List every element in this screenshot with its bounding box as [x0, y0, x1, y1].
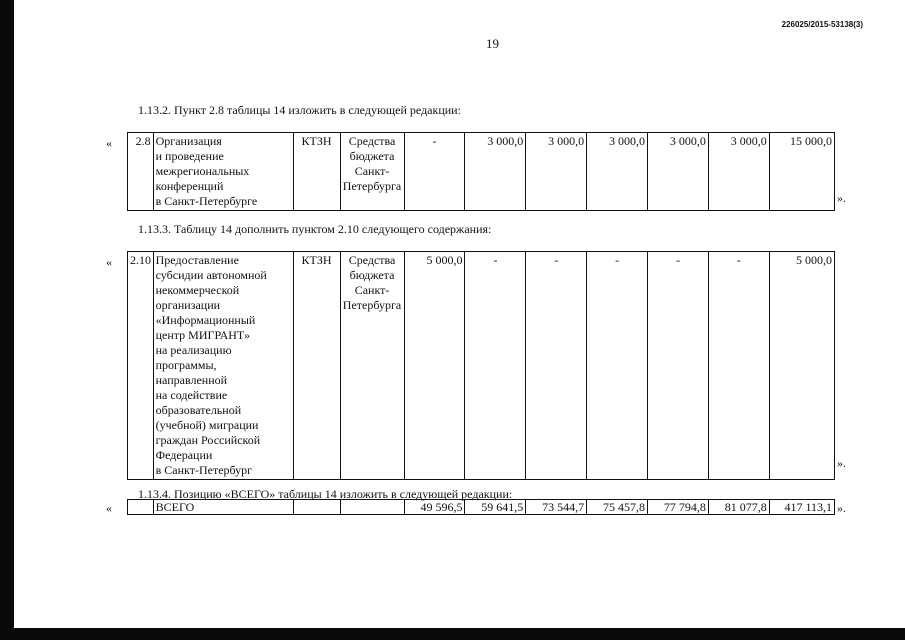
item-value: 5 000,0: [404, 252, 465, 480]
item-source: Средства бюджета Санкт- Петербурга: [340, 133, 404, 211]
quote-close-1: ».: [837, 191, 846, 205]
document-id: 226025/2015-53138(3): [781, 20, 863, 29]
paragraph-1-13-4: 1.13.4. Позицию «ВСЕГО» таблицы 14 изложить в следующей редакции:: [138, 487, 513, 501]
item-value: 3 000,0: [587, 133, 648, 211]
total-value: 49 596,5: [404, 500, 465, 515]
total-sum: 417 113,1: [769, 500, 834, 515]
item-value: 3 000,0: [526, 133, 587, 211]
table-row: [128, 500, 835, 515]
item-name: Предоставление субсидии автономной некоммерческой организации «Информационный центр МИГРАНТ» на реализацию программы, направленной на содействие образовательной (учебной) миграции граждан Российской Федерации в Санкт-Петербург: [153, 252, 293, 480]
total-label: ВСЕГО: [153, 500, 293, 515]
item-executor: КТЗН: [293, 252, 340, 480]
item-value: -: [526, 252, 587, 480]
scan-edge-left: [0, 0, 14, 640]
item-name: Организация и проведение межрегиональных конференций в Санкт-Петербурге: [153, 133, 293, 211]
item-value: -: [587, 252, 648, 480]
item-executor: КТЗН: [293, 133, 340, 211]
table-total-row: [127, 499, 835, 515]
quote-close-2: ».: [837, 456, 846, 470]
table-item-2-8: [127, 132, 835, 211]
item-value: 3 000,0: [465, 133, 526, 211]
total-value: 59 641,5: [465, 500, 526, 515]
item-number: 2.10: [128, 252, 154, 480]
item-source: Средства бюджета Санкт- Петербурга: [340, 252, 404, 480]
item-number: 2.8: [128, 133, 154, 211]
quote-open-3: «: [106, 501, 112, 515]
total-value: 81 077,8: [708, 500, 769, 515]
table-item-2-10: [127, 251, 835, 480]
table-row: [128, 133, 835, 211]
total-value: 77 794,8: [648, 500, 709, 515]
total-value: 75 457,8: [587, 500, 648, 515]
item-total: 15 000,0: [769, 133, 834, 211]
item-value: -: [404, 133, 465, 211]
item-value: -: [465, 252, 526, 480]
total-source: [340, 500, 404, 515]
item-value: -: [708, 252, 769, 480]
paragraph-1-13-3: 1.13.3. Таблицу 14 дополнить пунктом 2.10 следующего содержания:: [138, 222, 492, 236]
item-total: 5 000,0: [769, 252, 834, 480]
item-value: 3 000,0: [648, 133, 709, 211]
total-number: [128, 500, 154, 515]
page-number: 19: [486, 36, 499, 51]
item-value: -: [648, 252, 709, 480]
item-value: 3 000,0: [708, 133, 769, 211]
table-row: [128, 252, 835, 480]
total-value: 73 544,7: [526, 500, 587, 515]
quote-open-2: «: [106, 255, 112, 269]
quote-open-1: «: [106, 136, 112, 150]
total-executor: [293, 500, 340, 515]
quote-close-3: ».: [837, 501, 846, 515]
paragraph-1-13-2: 1.13.2. Пункт 2.8 таблицы 14 изложить в следующей редакции:: [138, 103, 461, 117]
scan-edge-bottom: [0, 628, 905, 640]
